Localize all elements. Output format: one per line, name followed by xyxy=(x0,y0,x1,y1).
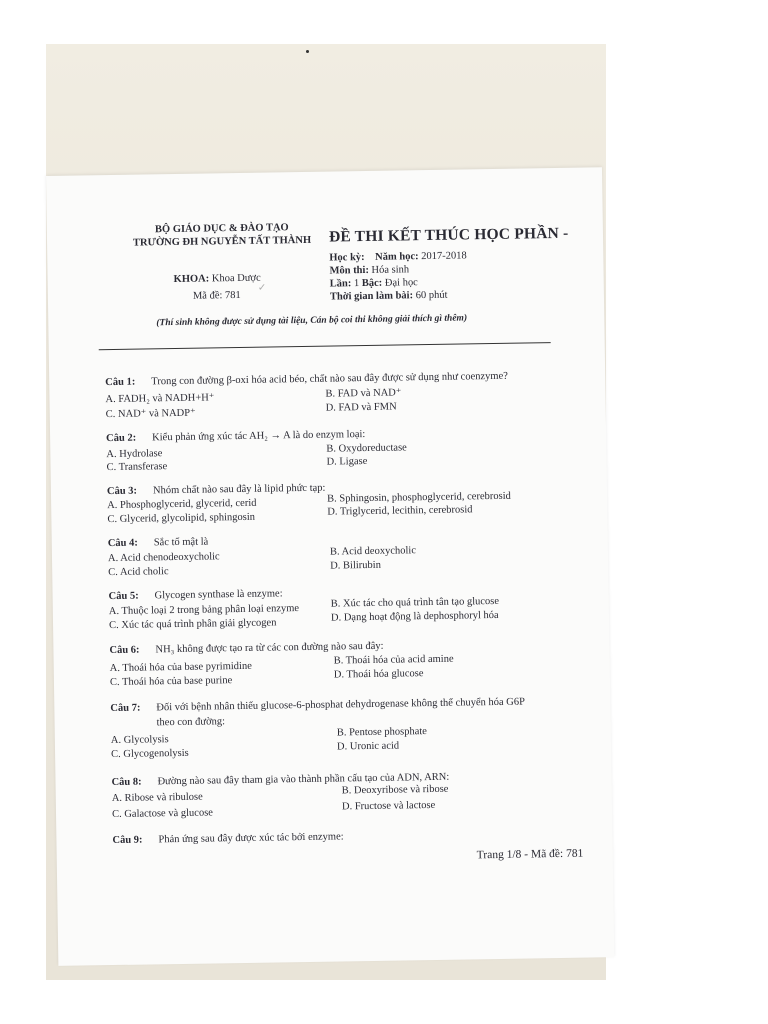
question-6 xyxy=(109,641,383,656)
attempt-value: 1 xyxy=(353,278,360,290)
question-text: Nhóm chất nào sau đây là lipid phức tạp: xyxy=(152,482,326,497)
option-a: A. Hydrolase xyxy=(106,448,163,461)
option-a: A. Ribose và ribulose xyxy=(111,791,203,805)
semester-label: Học kỳ: xyxy=(329,252,365,264)
level-label: Bậc: xyxy=(361,277,383,290)
time-label: Thời gian làm bài: xyxy=(329,290,414,303)
question-number: Câu 8: xyxy=(111,776,142,789)
semester-line xyxy=(329,250,467,263)
question-text: Đường nào sau đây tham gia vào thành phần cấu tạo của ADN, ARN: xyxy=(157,771,450,788)
option-d: D. Thoái hóa glucose xyxy=(333,668,424,681)
option-b: B. Xúc tác cho quá trình tân tạo glucose xyxy=(330,595,500,610)
university-name: TRƯỜNG ĐH NGUYỄN TẤT THÀNH xyxy=(132,234,312,249)
question-number: Câu 2: xyxy=(106,432,137,445)
attempt-line xyxy=(330,277,418,289)
option-d: D. Bilirubin xyxy=(330,559,382,572)
question-number: Câu 7: xyxy=(110,702,141,715)
time-line xyxy=(330,290,448,303)
ink-dot xyxy=(306,50,309,53)
option-c: C. Thoái hóa của base purine xyxy=(109,675,233,689)
exam-title: ĐỀ THI KẾT THÚC HỌC PHẦN - xyxy=(328,224,569,246)
option-c: C. Glycogenolysis xyxy=(111,747,189,761)
subject-value: Hóa sinh xyxy=(371,264,410,276)
question-5 xyxy=(109,588,283,602)
option-c: C. Transferase xyxy=(106,461,168,474)
question-2 xyxy=(106,429,365,444)
ministry-name: BỘ GIÁO DỤC & ĐÀO TẠO xyxy=(154,222,289,236)
option-a: A. Glycolysis xyxy=(110,734,169,747)
exam-code-line xyxy=(193,290,241,302)
option-c: C. NAD⁺ và NADP⁺ xyxy=(105,407,196,421)
option-b: B. Acid deoxycholic xyxy=(329,545,417,558)
exam-code-label: Mã đề: xyxy=(192,290,223,302)
option-b: B. Pentose phosphate xyxy=(336,726,427,739)
question-number: Câu 3: xyxy=(106,485,138,498)
question-text: Sắc tố mật là xyxy=(153,536,209,549)
exam-sheet xyxy=(46,167,614,966)
faculty-value: Khoa Dược xyxy=(211,272,261,285)
option-d: D. Dạng hoạt động là dephosphoryl hóa xyxy=(330,609,499,624)
faculty-line xyxy=(174,273,261,285)
time-value: 60 phút xyxy=(415,289,448,302)
question-number: Câu 6: xyxy=(109,644,140,657)
option-b: B. FAD và NAD⁺ xyxy=(325,387,402,400)
option-b: B. Deoxyribose và ribose xyxy=(341,783,449,797)
question-3 xyxy=(107,483,326,497)
year-label: Năm học: xyxy=(375,251,419,263)
option-a: A. Thuộc loại 2 trong bảng phân loại enzyme xyxy=(108,603,300,618)
question-9 xyxy=(112,831,343,846)
question-4 xyxy=(108,536,209,549)
year-value: 2017-2018 xyxy=(421,250,467,263)
question-7 xyxy=(110,697,525,715)
question-number: Câu 9: xyxy=(112,834,143,847)
question-number: Câu 1: xyxy=(105,376,136,389)
question-text: Trong con đường β-oxi hóa acid béo, chất nào sau đây được sử dụng như coenzyme? xyxy=(151,370,508,388)
question-number: Câu 5: xyxy=(108,590,139,603)
question-text: Glycogen synthase là enzyme: xyxy=(154,588,283,602)
exam-instructions: (Thí sinh không được sử dụng tài liệu, Cán bộ coi thi không giải thích gì thêm) xyxy=(156,313,468,329)
option-b: B. Sphingosin, phosphoglycerid, cerebrosid xyxy=(327,490,511,505)
option-a: A. FADH₂ và NADH+H⁺ xyxy=(105,392,215,406)
question-text: Kiểu phản ứng xúc tác AH₂ → A là do enzym loại: xyxy=(152,429,366,444)
option-c: C. Acid cholic xyxy=(108,566,169,579)
handwritten-mark: ✓ xyxy=(257,282,267,294)
option-a: A. Phosphoglycerid, glycerid, cerid xyxy=(107,497,257,512)
question-7-continued: theo con đường: xyxy=(156,716,226,729)
option-a: A. Acid chenodeoxycholic xyxy=(107,551,220,565)
option-c: C. Xúc tác quá trình phân giải glycogen xyxy=(108,617,277,632)
option-d: D. Fructose và lactose xyxy=(341,799,436,813)
question-text: Phản ứng sau đây được xúc tác bởi enzyme: xyxy=(158,831,344,846)
header-divider xyxy=(99,342,551,350)
option-d: D. Triglycerid, lecithin, cerebrosid xyxy=(327,504,473,518)
option-b: B. Thoái hóa của acid amine xyxy=(333,653,454,667)
page-footer: Trang 1/8 - Mã đề: 781 xyxy=(476,847,584,862)
option-c: C. Galactose và glucose xyxy=(111,807,214,821)
option-d: D. FAD và FMN xyxy=(325,401,397,414)
question-1 xyxy=(105,371,508,388)
option-b: B. Oxydoreductase xyxy=(326,442,407,455)
option-c: C. Glycerid, glycolipid, sphingosin xyxy=(107,511,256,526)
subject-label: Môn thi: xyxy=(329,264,369,277)
subject-line xyxy=(329,264,409,276)
option-d: D. Uronic acid xyxy=(336,740,400,753)
attempt-label: Lần: xyxy=(329,278,352,290)
question-text: NH₃ không được tạo ra từ các con đường nào sau đây: xyxy=(155,640,384,656)
question-number: Câu 4: xyxy=(107,537,138,550)
faculty-label: KHOA: xyxy=(173,273,210,286)
option-a: A. Thoái hóa của base pyrimidine xyxy=(109,660,252,675)
option-d: D. Ligase xyxy=(326,455,368,468)
exam-code-value: 781 xyxy=(224,289,241,302)
level-value: Đại học xyxy=(384,277,418,289)
question-text: Đối với bệnh nhân thiếu glucose-6-phosphat dehydrogenase không thể chuyển hóa G6P xyxy=(156,696,526,714)
